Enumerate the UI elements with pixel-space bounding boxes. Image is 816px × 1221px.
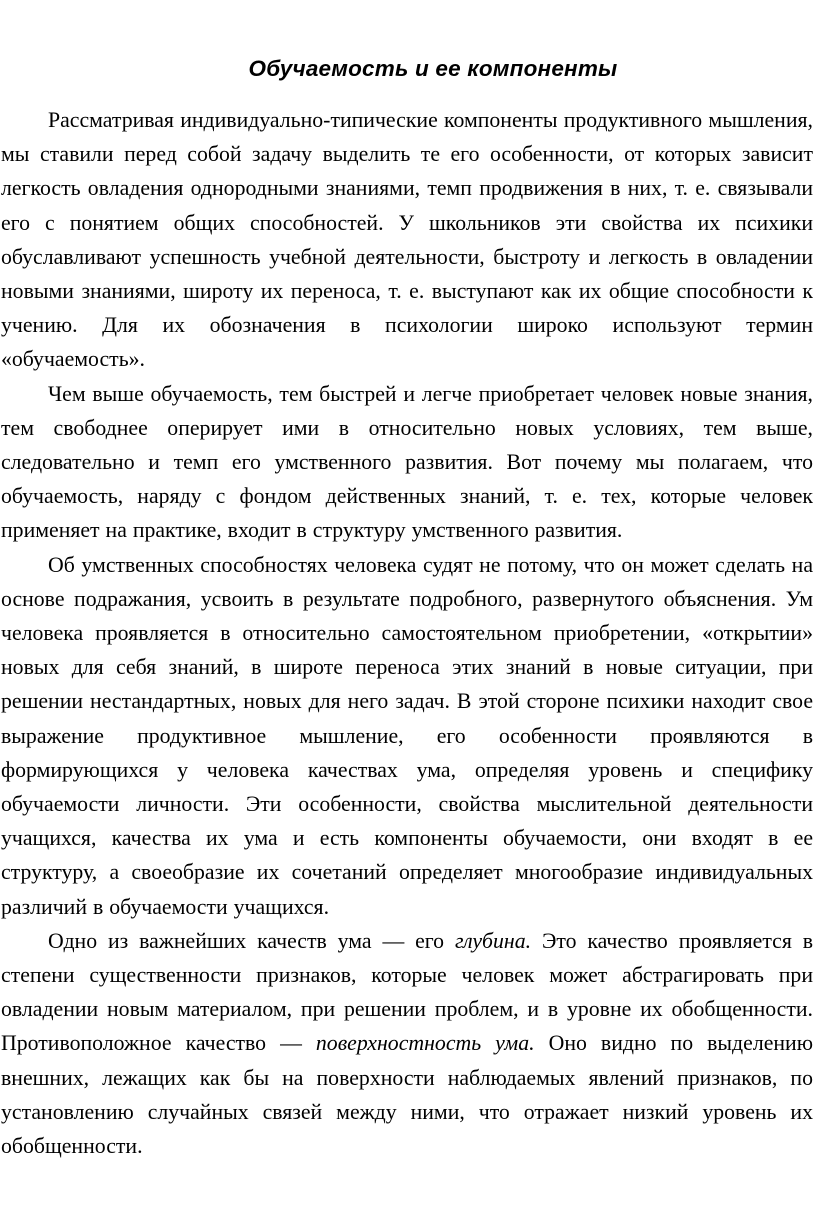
paragraph-4-part-2: Это качество проявляется в степени существенности признаков, которые человек может абстрагировать при овладении новым материалом, при решении проблем, и в уровне их обобщенности. Противоположное качество — <box>1 928 813 1056</box>
paragraph-1: Рассматривая индивидуально-типические компоненты продуктивного мышления, мы ставили перед собой задачу выделить те его особенности, от которых зависит легкость овладения однородными знаниями, темп продвижения в них, т. е. связывали его с понятием общих способностей. У школьников эти свойства их психики обуславливают успешность учебной деятельности, быстроту и легкость в овладении новыми знаниями, широту их переноса, т. е. выступают как их общие способности к учению. Для их обозначения в психологии широко используют термин «обучаемость». <box>1 108 813 372</box>
emphasis-depth: глубина. <box>454 928 532 953</box>
document-title: Обучаемость и ее компоненты <box>248 56 618 81</box>
emphasis-superficiality: поверхностность ума. <box>315 1031 535 1056</box>
paragraph-4 <box>1 924 813 1163</box>
paragraph-4-part-3: Оно видно по выделению внешних, лежащих как бы на поверхности наблюдаемых явлений признаков, по установлению случайных связей между ними, что отражает низкий уровень их обобщенности. <box>1 1031 813 1159</box>
paragraph-4-part-1: Одно из важнейших качеств ума — его <box>48 928 455 953</box>
paragraph-2: Чем выше обучаемость, тем быстрей и легче приобретает человек новые знания, тем свободнее оперирует ими в относительно новых условиях, тем выше, следовательно и темп его умственного развития. Вот почему мы полагаем, что обучаемость, наряду с фондом действенных знаний, т. е. тех, которые человек применяет на практике, входит в структуру умственного развития. <box>1 381 813 543</box>
paragraph-3: Об умственных способностях человека судят не потому, что он может сделать на основе подражания, усвоить в результате подробного, развернутого объяснения. Ум человека проявляется в относительно самостоятельном приобретении, «открытии» новых для себя знаний, в широте переноса этих знаний в новые ситуации, при решении нестандартных, новых для него задач. В этой стороне психики находит свое выражение продуктивное мышление, его особенности проявляются в формирующихся у человека качествах ума, определяя уровень и специфику обучаемости личности. Эти особенности, свойства мыслительной деятельности учащихся, качества их ума и есть компоненты обучаемости, они входят в ее структуру, а своеобразие их сочетаний определяет многообразие индивидуальных различий в обучаемости учащихся. <box>1 552 813 919</box>
document-body <box>1 103 813 1163</box>
